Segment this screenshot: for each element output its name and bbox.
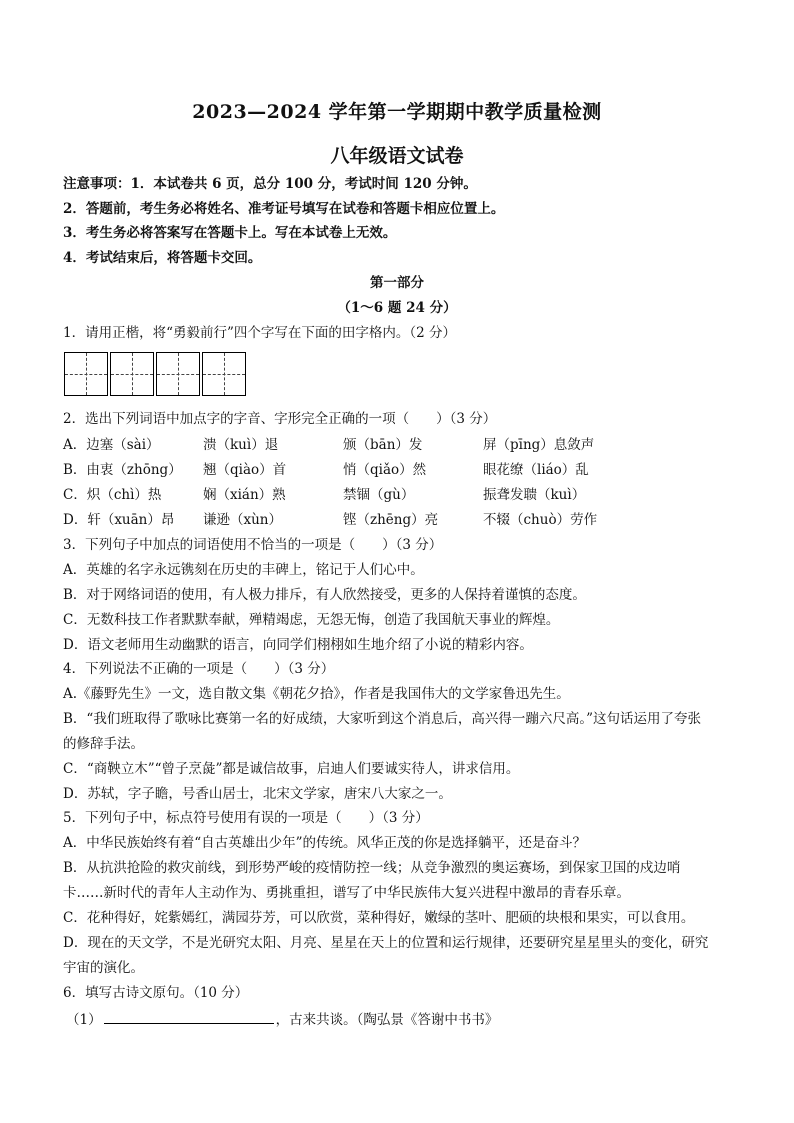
q2-option: 翘（qiào）首: [203, 462, 287, 478]
tianzige-cell[interactable]: [110, 352, 154, 396]
q3-option: B．对于网络词语的使用，有人极力排斥，有人欣然接受，更多的人保持着谨慎的态度。: [63, 587, 586, 603]
q2-option: 屏（pīng）息敛声: [483, 437, 595, 453]
q3-option: D．语文老师用生动幽默的语言，向同学们栩栩如生地介绍了小说的精彩内容。: [63, 637, 533, 653]
q2-option: B．由衷（zhōng）: [63, 462, 182, 478]
tianzige-cell[interactable]: [156, 352, 200, 396]
q2-option: 谦逊（xùn）: [203, 512, 283, 528]
q2-option: 娴（xián）熟: [203, 487, 286, 503]
question-4: 4．下列说法不正确的一项是（ ）（3 分）: [63, 661, 335, 677]
q2-option: 悄（qiǎo）然: [343, 462, 427, 478]
q2-option: 溃（kuì）退: [203, 437, 279, 453]
q2-option: 振聋发聩（kuì）: [483, 487, 586, 503]
q5-option: A．中华民族始终有着“自古英雄出少年”的传统。风华正茂的你是选择躺平，还是奋斗？: [63, 835, 587, 851]
q4-option: A.《藤野先生》一文，选自散文集《朝花夕拾》，作者是我国伟大的文学家鲁迅先生。: [63, 686, 570, 702]
q5-option: B．从抗洪抢险的救灾前线，到形势严峻的疫情防控一线；从竞争激烈的奥运赛场，到保家卫国的戍边哨: [63, 860, 681, 876]
q5-option-cont: 宇宙的演化。: [63, 960, 144, 976]
q4-option-cont: 的修辞手法。: [63, 736, 144, 752]
fill-blank[interactable]: [104, 1009, 274, 1024]
note-3: 3．考生务必将答案写在答题卡上。写在本试卷上无效。: [63, 225, 397, 241]
question-6: 6．填写古诗文原句。（10 分）: [63, 985, 249, 1001]
q2-option: 禁锢（gù）: [343, 487, 415, 503]
q3-option: C．无数科技工作者默默奉献，殚精竭虑，无怨无悔，创造了我国航天事业的辉煌。: [63, 612, 560, 628]
q4-option: D．苏轼，字子瞻，号香山居士，北宋文学家，唐宋八大家之一。: [63, 786, 452, 802]
question-2: 2．选出下列词语中加点字的字音、字形完全正确的一项（ ）（3 分）: [63, 411, 497, 427]
q2-option: 颁（bān）发: [343, 437, 423, 453]
question-3: 3．下列句子中加点的词语使用不恰当的一项是（ ）（3 分）: [63, 537, 443, 553]
q6-item-1: [66, 1009, 498, 1029]
q2-option: D．轩（xuān）昂: [63, 512, 175, 528]
note-1: 注意事项：1．本试卷共 6 页，总分 100 分，考试时间 120 分钟。: [63, 176, 477, 192]
question-5: 5．下列句子中，标点符号使用有误的一项是（ ）（3 分）: [63, 810, 429, 826]
q4-option: C．“商鞅立木”“曾子烹彘”都是诚信故事，启迪人们要诚实待人，讲求信用。: [63, 761, 520, 777]
q5-option-cont: 卡……新时代的青年人主动作为、勇挑重担，谱写了中华民族伟大复兴进程中激昂的青春乐章。: [63, 885, 630, 901]
note-2: 2．答题前，考生务必将姓名、准考证号填写在试卷和答题卡相应位置上。: [63, 201, 505, 217]
q6-item-text: ，古来共谈。（陶弘景《答谢中书书》: [275, 1012, 499, 1028]
question-1: 1．请用正楷，将“勇毅前行”四个字写在下面的田字格内。（2 分）: [63, 325, 457, 341]
part-name: 第一部分: [370, 275, 424, 291]
q2-option: C．炽（chì）热: [63, 487, 162, 503]
q2-option: 铿（zhēng）亮: [343, 512, 439, 528]
q5-option: C．花种得好，姹紫嫣红，满园芬芳，可以欣赏，菜种得好，嫩绿的茎叶、肥硕的块根和果实，可以食用。: [63, 910, 695, 926]
q3-option: A．英雄的名字永远镌刻在历史的丰碑上，铭记于人们心中。: [63, 562, 424, 578]
q2-option: A．边塞（sài）: [63, 437, 160, 453]
tianzige-cell[interactable]: [202, 352, 246, 396]
q2-option: 不辍（chuò）劳作: [483, 512, 598, 528]
tianzige-cell[interactable]: [64, 352, 108, 396]
note-4: 4．考试结束后，将答题卡交回。: [63, 250, 262, 266]
part-range: （1～6 题 24 分）: [337, 300, 457, 316]
q6-item-number: （1）: [66, 1012, 102, 1028]
q2-option: 眼花缭（liáo）乱: [483, 462, 589, 478]
q4-option: B．“我们班取得了歌咏比赛第一名的好成绩，大家听到这个消息后，高兴得一蹦六尺高。”这句话运用了夸张: [63, 711, 701, 727]
exam-subtitle: 八年级语文试卷: [330, 145, 464, 167]
q5-option: D．现在的天文学，不是光研究太阳、月亮、星星在天上的位置和运行规律，还要研究星星里头的变化，研究: [63, 935, 709, 951]
exam-title: 2023—2024 学年第一学期期中教学质量检测: [192, 101, 602, 123]
tianzige-grid[interactable]: [64, 352, 246, 396]
